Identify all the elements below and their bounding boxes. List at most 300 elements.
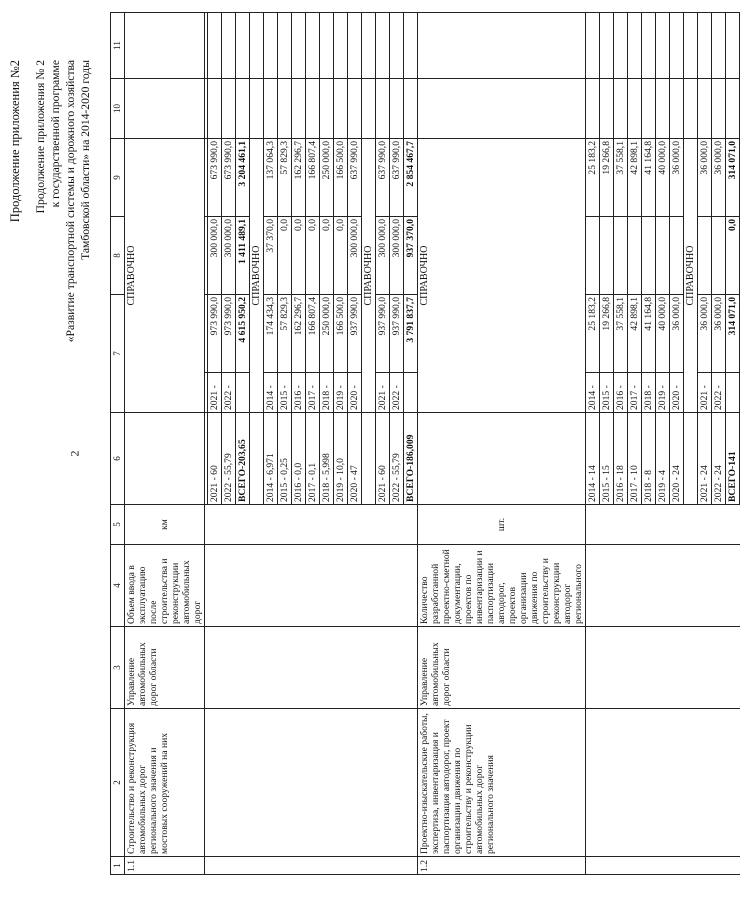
amount-cell: 937 990,0 <box>376 295 390 373</box>
table-cell <box>656 505 670 545</box>
table-cell <box>600 627 614 709</box>
amount-cell: 300 000,0 <box>376 217 390 295</box>
amount-cell: 3 204 461,1 <box>236 139 250 217</box>
table-row <box>236 13 250 875</box>
table-cell <box>376 627 390 709</box>
amount-cell: 300 000,0 <box>390 217 404 295</box>
table-cell <box>726 709 740 857</box>
table-row <box>292 13 306 875</box>
table-row <box>614 13 628 875</box>
table-cell <box>586 505 600 545</box>
header-line: к государственной программе <box>49 60 62 208</box>
page-number: 2 <box>67 450 82 457</box>
table-cell <box>600 857 614 875</box>
year-label: 2016 - <box>614 373 628 413</box>
continuation-title: Продолжение приложения №2 <box>8 60 22 223</box>
table-cell <box>698 709 712 857</box>
amount-cell <box>208 79 222 139</box>
table-cell <box>698 505 712 545</box>
column-number: 4 <box>111 545 125 627</box>
table-row <box>656 13 670 875</box>
table-cell <box>586 857 600 875</box>
table-cell <box>208 505 222 545</box>
table-cell <box>418 413 586 505</box>
table-cell <box>236 709 250 857</box>
amount-cell <box>600 79 614 139</box>
sprav-row <box>684 13 698 875</box>
amount-cell <box>404 79 418 139</box>
table-cell <box>726 857 740 875</box>
indicator-value: 2018 - 8 <box>642 413 656 505</box>
column-number: 10 <box>111 79 125 139</box>
amount-cell: 25 183,2 <box>586 139 600 217</box>
amount-cell: 937 990,0 <box>348 295 362 373</box>
sprav-label: СПРАВОЧНО <box>684 139 698 413</box>
table-row <box>208 13 222 875</box>
table-cell <box>698 627 712 709</box>
table-cell <box>292 505 306 545</box>
table-cell <box>236 627 250 709</box>
column-number: 8 <box>111 217 125 295</box>
amount-cell <box>628 217 642 295</box>
table-cell <box>320 857 334 875</box>
table-cell <box>684 857 698 875</box>
table-cell <box>264 505 278 545</box>
table-row <box>376 13 390 875</box>
amount-cell: 673 990,0 <box>208 139 222 217</box>
amount-cell: 166 807,4 <box>306 139 320 217</box>
amount-cell <box>586 13 600 79</box>
table-cell <box>628 857 642 875</box>
table-cell <box>600 505 614 545</box>
table-row <box>278 13 292 875</box>
table-cell <box>222 545 236 627</box>
table-cell <box>306 545 320 627</box>
amount-cell: 166 500,0 <box>334 139 348 217</box>
indicator-value: 2015 - 15 <box>600 413 614 505</box>
table-cell <box>250 505 264 545</box>
table-cell <box>684 627 698 709</box>
table-cell <box>698 545 712 627</box>
table-cell <box>348 505 362 545</box>
table-cell <box>376 709 390 857</box>
section-number: 1.2 <box>418 857 586 875</box>
table-cell <box>614 545 628 627</box>
year-label: 2022 - <box>390 373 404 413</box>
amount-cell: 300 000,0 <box>208 217 222 295</box>
sprav-row <box>125 13 205 875</box>
table-cell <box>334 709 348 857</box>
amount-cell: 937 990,0 <box>390 295 404 373</box>
column-number: 6 <box>111 413 125 505</box>
table-row <box>670 13 684 875</box>
table-cell <box>670 505 684 545</box>
table-cell <box>125 413 205 505</box>
table-cell <box>292 627 306 709</box>
amount-cell <box>656 79 670 139</box>
table-cell <box>614 857 628 875</box>
amount-cell: 137 064,3 <box>264 139 278 217</box>
amount-cell: 314 071,0 <box>726 139 740 217</box>
table-cell <box>250 545 264 627</box>
indicator-value: 2017 - 10 <box>628 413 642 505</box>
amount-cell <box>320 13 334 79</box>
table-cell <box>208 545 222 627</box>
year-label: 2021 - <box>698 373 712 413</box>
amount-cell <box>614 13 628 79</box>
table-cell <box>320 627 334 709</box>
table-cell <box>362 79 376 139</box>
amount-cell <box>390 79 404 139</box>
table-cell <box>684 505 698 545</box>
table-cell <box>726 505 740 545</box>
table-cell <box>264 709 278 857</box>
table-cell <box>642 709 656 857</box>
amount-cell: 57 829,3 <box>278 295 292 373</box>
header-line: Продолжение приложения № 2 <box>34 60 47 214</box>
indicator: Объем ввода в эксплуатацию после строительства и реконструкции автомобильных дорог <box>125 545 205 627</box>
table-cell <box>712 505 726 545</box>
year-label: 2020 - <box>670 373 684 413</box>
table-cell <box>390 627 404 709</box>
table-cell <box>390 709 404 857</box>
table-cell <box>292 857 306 875</box>
amount-cell: 37 558,1 <box>614 295 628 373</box>
amount-cell <box>642 13 656 79</box>
year-label <box>726 373 740 413</box>
indicator-value: 2021 - 60 <box>208 413 222 505</box>
amount-cell <box>642 79 656 139</box>
table-row <box>334 13 348 875</box>
amount-cell <box>656 217 670 295</box>
amount-cell: 0,0 <box>278 217 292 295</box>
table-row <box>586 13 600 875</box>
year-label: 2019 - <box>656 373 670 413</box>
table-cell <box>684 13 698 79</box>
amount-cell: 637 990,0 <box>390 139 404 217</box>
amount-cell: 36 000,0 <box>698 295 712 373</box>
table-cell <box>726 627 740 709</box>
table-cell <box>600 709 614 857</box>
amount-cell <box>670 217 684 295</box>
sprav-label: СПРАВОЧНО <box>125 139 205 413</box>
amount-cell <box>236 13 250 79</box>
year-label: 2017 - <box>306 373 320 413</box>
indicator: Количество разработанной проектно-сметной документации, проектов по инвентаризации и паспортизации автодорог, проектов организации движения по строительству и реконструкции автодорог регионального <box>418 545 586 627</box>
table-cell <box>726 545 740 627</box>
table-cell <box>208 627 222 709</box>
table-cell <box>586 627 600 709</box>
table-row <box>320 13 334 875</box>
amount-cell: 0,0 <box>306 217 320 295</box>
year-label: 2022 - <box>712 373 726 413</box>
table-cell <box>250 79 264 139</box>
amount-cell <box>292 13 306 79</box>
year-label <box>236 373 250 413</box>
table-cell <box>656 709 670 857</box>
table-cell <box>222 627 236 709</box>
indicator-value: 2020 - 24 <box>670 413 684 505</box>
year-label: 2017 - <box>628 373 642 413</box>
column-number: 2 <box>111 709 125 857</box>
table-cell <box>362 13 376 79</box>
table-cell <box>278 857 292 875</box>
amount-cell <box>222 79 236 139</box>
table-cell <box>656 857 670 875</box>
year-label: 2015 - <box>278 373 292 413</box>
amount-cell: 637 990,0 <box>376 139 390 217</box>
table-cell <box>418 79 586 139</box>
amount-cell: 42 898,1 <box>628 295 642 373</box>
table-cell <box>236 505 250 545</box>
table-cell <box>656 627 670 709</box>
table-cell <box>712 709 726 857</box>
amount-cell <box>628 13 642 79</box>
table-cell <box>292 545 306 627</box>
amount-cell <box>390 13 404 79</box>
year-label <box>404 373 418 413</box>
table-cell <box>278 545 292 627</box>
indicator-value: 2022 - 55,79 <box>390 413 404 505</box>
column-number: 5 <box>111 505 125 545</box>
table-cell <box>320 709 334 857</box>
amount-cell <box>614 217 628 295</box>
table-cell <box>264 627 278 709</box>
table-cell <box>334 857 348 875</box>
table-cell <box>390 505 404 545</box>
column-number: 3 <box>111 627 125 709</box>
indicator-value: 2017 - 0,1 <box>306 413 320 505</box>
table-cell <box>236 545 250 627</box>
table-cell <box>712 857 726 875</box>
table-cell <box>362 709 376 857</box>
table-cell <box>222 709 236 857</box>
table-cell <box>250 627 264 709</box>
table-cell <box>250 13 264 79</box>
amount-cell: 36 000,0 <box>698 139 712 217</box>
amount-cell <box>586 217 600 295</box>
header-line: «Развитие транспортной системы и дорожного хозяйства <box>64 60 77 343</box>
column-number: 7 <box>111 295 125 413</box>
table-cell <box>292 709 306 857</box>
indicator-value: 2019 - 10,0 <box>334 413 348 505</box>
table-row <box>712 13 726 875</box>
indicator-value: 2015 - 0,25 <box>278 413 292 505</box>
table-cell <box>250 709 264 857</box>
amount-cell: 36 000,0 <box>712 295 726 373</box>
year-label: 2021 - <box>376 373 390 413</box>
table-cell <box>614 627 628 709</box>
amount-cell <box>726 13 740 79</box>
table-cell <box>222 505 236 545</box>
amount-cell <box>698 217 712 295</box>
amount-cell <box>404 13 418 79</box>
table-cell <box>628 709 642 857</box>
table-cell <box>125 79 205 139</box>
amount-cell <box>614 79 628 139</box>
indicator-value: 2022 - 55,79 <box>222 413 236 505</box>
table-cell <box>348 545 362 627</box>
sprav-label: СПРАВОЧНО <box>418 139 586 413</box>
table-cell <box>250 857 264 875</box>
table-cell <box>376 545 390 627</box>
amount-cell: 0,0 <box>320 217 334 295</box>
indicator-value: ВСЕГО-203,65 <box>236 413 250 505</box>
table-row <box>628 13 642 875</box>
indicator-value: 2018 - 5,998 <box>320 413 334 505</box>
column-number: 11 <box>111 13 125 79</box>
year-label: 2022 - <box>222 373 236 413</box>
indicator-value: 2014 - 14 <box>586 413 600 505</box>
table-cell <box>586 709 600 857</box>
table-cell <box>390 545 404 627</box>
year-label: 2020 - <box>348 373 362 413</box>
amount-cell: 40 000,0 <box>656 295 670 373</box>
table-cell <box>404 709 418 857</box>
table-row <box>600 13 614 875</box>
amount-cell <box>642 217 656 295</box>
amount-cell: 19 266,8 <box>600 139 614 217</box>
amount-cell <box>698 79 712 139</box>
amount-cell: 40 000,0 <box>656 139 670 217</box>
amount-cell <box>334 13 348 79</box>
table-cell <box>208 709 222 857</box>
indicator-value: 2021 - 60 <box>376 413 390 505</box>
table-cell <box>404 627 418 709</box>
indicator-value: 2020 - 47 <box>348 413 362 505</box>
indicator-value: 2016 - 18 <box>614 413 628 505</box>
indicator-value: ВСЕГО-141 <box>726 413 740 505</box>
amount-cell <box>726 79 740 139</box>
table-cell <box>642 627 656 709</box>
amount-cell <box>712 217 726 295</box>
amount-cell <box>670 13 684 79</box>
table-row <box>726 13 740 875</box>
header-line: Тамбовской области» на 2014-2020 годы <box>79 60 92 260</box>
executor: Управление автомобильных дорог области <box>418 627 586 709</box>
indicator-value: 2016 - 0,0 <box>292 413 306 505</box>
year-label: 2014 - <box>264 373 278 413</box>
year-label: 2018 - <box>320 373 334 413</box>
table-cell <box>684 79 698 139</box>
table-cell <box>390 857 404 875</box>
sprav-label: СПРАВОЧНО <box>362 139 376 413</box>
table-row <box>222 13 236 875</box>
table-cell <box>642 545 656 627</box>
column-number: 9 <box>111 139 125 217</box>
table-cell <box>670 857 684 875</box>
indicator-value: 2014 - 6,971 <box>264 413 278 505</box>
table-cell <box>642 857 656 875</box>
amount-cell: 3 791 837,7 <box>404 295 418 373</box>
table-cell <box>362 413 376 505</box>
year-label: 2021 - <box>208 373 222 413</box>
amount-cell: 166 500,0 <box>334 295 348 373</box>
table-cell <box>376 857 390 875</box>
table-cell <box>712 627 726 709</box>
sprav-row <box>362 13 376 875</box>
amount-cell <box>376 13 390 79</box>
amount-cell: 937 370,0 <box>404 217 418 295</box>
table-row <box>348 13 362 875</box>
amount-cell: 2 854 467,7 <box>404 139 418 217</box>
amount-cell <box>712 13 726 79</box>
amount-cell: 25 183,2 <box>586 295 600 373</box>
column-number: 1 <box>111 857 125 875</box>
table-cell <box>362 857 376 875</box>
amount-cell: 673 990,0 <box>222 139 236 217</box>
table-cell <box>264 545 278 627</box>
amount-cell: 973 990,0 <box>208 295 222 373</box>
amount-cell: 36 000,0 <box>670 295 684 373</box>
table-row <box>390 13 404 875</box>
table-cell <box>334 627 348 709</box>
unit: км <box>125 505 205 545</box>
amount-cell: 250 000,0 <box>320 139 334 217</box>
amount-cell <box>586 79 600 139</box>
table-cell <box>614 505 628 545</box>
table-cell <box>306 627 320 709</box>
table-cell <box>208 857 222 875</box>
table-cell <box>628 627 642 709</box>
amount-cell <box>348 13 362 79</box>
amount-cell: 162 296,7 <box>292 139 306 217</box>
year-label: 2018 - <box>642 373 656 413</box>
amount-cell <box>628 79 642 139</box>
table-cell <box>306 709 320 857</box>
table-row <box>306 13 320 875</box>
table-cell <box>684 545 698 627</box>
amount-cell <box>600 13 614 79</box>
amount-cell: 0,0 <box>292 217 306 295</box>
table-cell <box>684 709 698 857</box>
amount-cell <box>278 79 292 139</box>
amount-cell: 0,0 <box>334 217 348 295</box>
table-cell <box>404 505 418 545</box>
amount-cell: 250 000,0 <box>320 295 334 373</box>
indicator-value: 2021 - 24 <box>698 413 712 505</box>
table-cell <box>334 545 348 627</box>
table-cell <box>125 13 205 79</box>
table-cell <box>670 545 684 627</box>
executor: Управление автомобильных дорог области <box>125 627 205 709</box>
amount-cell <box>712 79 726 139</box>
table-cell <box>628 505 642 545</box>
table-cell <box>278 709 292 857</box>
amount-cell: 174 434,3 <box>264 295 278 373</box>
table-cell <box>418 13 586 79</box>
sprav-label: СПРАВОЧНО <box>250 139 264 413</box>
indicator-value: 2019 - 4 <box>656 413 670 505</box>
table-cell <box>264 857 278 875</box>
amount-cell: 41 164,8 <box>642 139 656 217</box>
amount-cell: 0,0 <box>726 217 740 295</box>
sprav-row <box>418 13 586 875</box>
table-cell <box>670 627 684 709</box>
year-label: 2019 - <box>334 373 348 413</box>
table-row <box>698 13 712 875</box>
year-label: 2016 - <box>292 373 306 413</box>
table-cell <box>698 857 712 875</box>
appendix-header <box>8 60 93 540</box>
amount-cell: 41 164,8 <box>642 295 656 373</box>
table-cell <box>348 627 362 709</box>
table-cell <box>614 709 628 857</box>
amount-cell <box>292 79 306 139</box>
amount-cell: 300 000,0 <box>222 217 236 295</box>
table-cell <box>656 545 670 627</box>
table-row <box>264 13 278 875</box>
